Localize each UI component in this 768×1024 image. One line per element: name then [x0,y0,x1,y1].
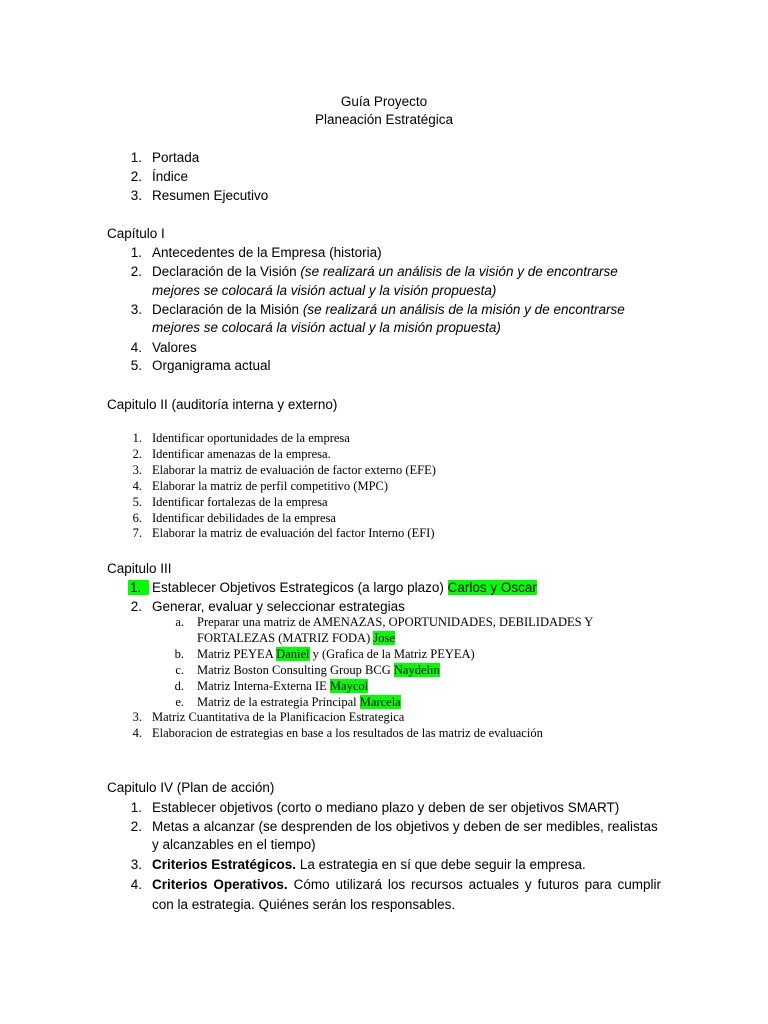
assignee-highlight: Carlos y Oscar [447,580,537,595]
sublist-item-continuation: FORTALEZAS (MATRIZ FODA) Jose [197,631,395,645]
list-item: Declaración de la Visión (se realizará un análisis de la visión y de encontrarse [152,264,618,279]
list-item: Metas a alcanzar (se desprenden de los objetivos y deben de ser medibles, realistas [152,819,658,834]
sublist-letter: c. [175,663,184,677]
list-number: 2. [130,599,142,614]
assignee-highlight: Maycol [329,679,369,693]
document-subtitle: Planeación Estratégica [314,112,454,127]
list-item: Matriz Cuantitativa de la Planificacion Estrategica [152,710,405,724]
list-item: Antecedentes de la Empresa (historia) [152,245,382,260]
list-item: Declaración de la Misión (se realizará un análisis de la misión y de encontrarse [152,302,625,317]
list-number: 2. [130,169,142,184]
list-number: 2. [132,447,142,461]
sublist-letter: d. [174,679,184,693]
list-item: Identificar amenazas de la empresa. [152,447,331,461]
list-item: Identificar debilidades de la empresa [152,511,336,525]
list-number: 4. [132,479,142,493]
list-number: 4. [130,340,142,355]
list-item: Elaborar la matriz de evaluación de factor externo (EFE) [152,463,436,477]
list-item: Criterios Operativos. Cómo utilizará los recursos actuales y futuros para cumplir con la estrategia. Quiénes serán los responsables. [152,877,662,912]
assignee-highlight: Daniel [276,647,310,661]
sublist-letter: a. [175,615,184,629]
list-number: 1. [130,150,142,165]
sublist-item: Matriz Interna-Externa IE Maycol [197,679,369,693]
chapter-heading: Capítulo I [107,226,165,241]
list-item: Organigrama actual [152,358,271,373]
list-number: 5. [132,495,142,509]
list-item-continuation: y alcanzables en el tiempo) [152,837,316,852]
list-item: Elaborar la matriz de perfil competitivo (MPC) [152,479,389,493]
list-item: Generar, evaluar y seleccionar estrategias [152,599,405,614]
list-number: 1. [130,245,142,260]
list-item: Portada [152,150,200,165]
sublist-item: Matriz de la estrategia Principal Marcela [197,695,401,709]
sublist-letter: e. [175,695,184,709]
list-number: 3. [132,710,142,724]
list-number: 3. [130,188,142,203]
list-number: 4. [130,877,142,892]
chapter-heading: Capitulo IV (Plan de acción) [107,780,275,795]
assignee-highlight: Jose [373,631,395,645]
list-item: Valores [152,340,197,355]
chapter-heading: Capitulo II (auditoría interna y externo) [107,397,338,412]
sublist-item: Matriz PEYEA Daniel y (Grafica de la Matriz PEYEA) [197,647,475,661]
list-number: 5. [130,358,142,373]
list-number: 3. [130,302,142,317]
list-item-continuation: mejores se colocará la visión actual y la misión propuesta) [152,320,501,335]
list-item: Establecer objetivos (corto o mediano plazo y deben de ser objetivos SMART) [152,800,620,815]
document-title: Guía Proyecto [340,94,428,109]
list-number-highlighted: 1. [128,579,149,597]
list-number: 3. [132,463,142,477]
sublist-item: Matriz Boston Consulting Group BCG Naydelin [197,663,440,677]
list-number: 2. [130,264,142,279]
list-item-continuation: mejores se colocará la visión actual y la visión propuesta) [152,283,497,298]
list-item: Resumen Ejecutivo [152,188,269,203]
list-item: Criterios Estratégicos. La estrategia en sí que debe seguir la empresa. [152,857,586,872]
chapter-heading: Capitulo III [107,561,172,576]
assignee-highlight: Marcela [359,695,401,709]
assignee-highlight: Naydelin [393,663,440,677]
list-item: Identificar oportunidades de la empresa [152,431,350,445]
list-number: 4. [132,726,142,740]
list-number: 7. [132,526,142,540]
list-number: 6. [132,511,142,525]
list-item: Establecer Objetivos Estrategicos (a largo plazo) Carlos y Oscar [152,580,537,595]
list-number: 1. [132,431,142,445]
list-number: 2. [130,819,142,834]
sublist-letter: b. [174,647,184,661]
list-item: Índice [152,169,189,184]
list-number: 3. [130,857,142,872]
list-number: 1. [130,800,142,815]
list-item: Elaboracion de estrategias en base a los resultados de las matriz de evaluación [152,726,543,740]
list-item: Identificar fortalezas de la empresa [152,495,328,509]
sublist-item: Preparar una matriz de AMENAZAS, OPORTUNIDADES, DEBILIDADES Y [197,615,594,629]
list-item: Elaborar la matriz de evaluación del factor Interno (EFI) [152,526,435,540]
